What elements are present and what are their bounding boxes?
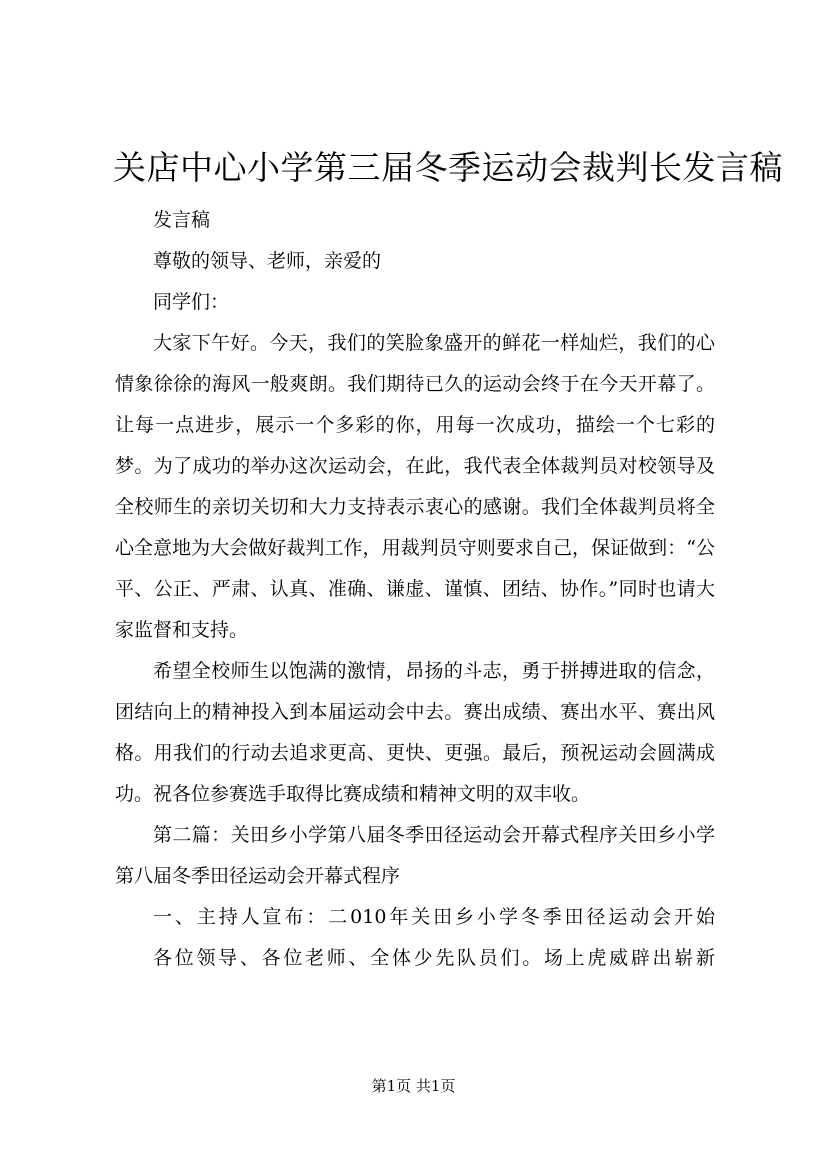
document-body <box>115 200 715 979</box>
document-title: 关店中心小学第三届冬季运动会裁判长发言稿 <box>113 148 783 187</box>
paragraph-program-item-1-continued: 各位领导、各位老师、全体少先队员们。场上虎威辟出崭新 <box>153 947 715 969</box>
paragraph-second-part-heading: 第二篇：关田乡小学第八届冬季田径运动会开幕式程序关田乡小学第八届冬季田径运动会开幕式程序 <box>115 824 715 887</box>
paragraph-opening: 大家下午好。今天，我们的笑脸象盛开的鲜花一样灿烂，我们的心情象徐徐的海风一般爽朗。我们期待已久的运动会终于在今天开幕了。让每一点进步，展示一个多彩的你，用每一次成功，描绘一个七彩的梦。为了成功的举办这次运动会，在此，我代表全体裁判员对校领导及全校师生的亲切关切和大力支持表示衷心的感谢。我们全体裁判员将全心全意地为大会做好裁判工作，用裁判员守则要求自己，保证做到：“公平、公正、严肃、认真、准确、谦虚、谨慎、团结、协作。”同时也请大家监督和支持。 <box>115 332 715 641</box>
paragraph-salutation-heading: 发言稿 <box>153 209 211 231</box>
paragraph-wishes: 希望全校师生以饱满的激情，昂扬的斗志，勇于拼搏进取的信念，团结向上的精神投入到本届运动会中去。赛出成绩、赛出水平、赛出风格。用我们的行动去追求更高、更快、更强。最后，预祝运动会圆满成功。祝各位参赛选手取得比赛成绩和精神文明的双丰收。 <box>115 660 715 805</box>
paragraph-salutation-line-1: 尊敬的领导、老师，亲爱的 <box>153 250 382 272</box>
paragraph-salutation-line-2: 同学们： <box>153 291 230 313</box>
page-number-footer: 第1页 共1页 <box>371 1077 456 1095</box>
paragraph-program-item-1: 一、主持人宣布：二010年关田乡小学冬季田径运动会开始 <box>153 906 715 928</box>
